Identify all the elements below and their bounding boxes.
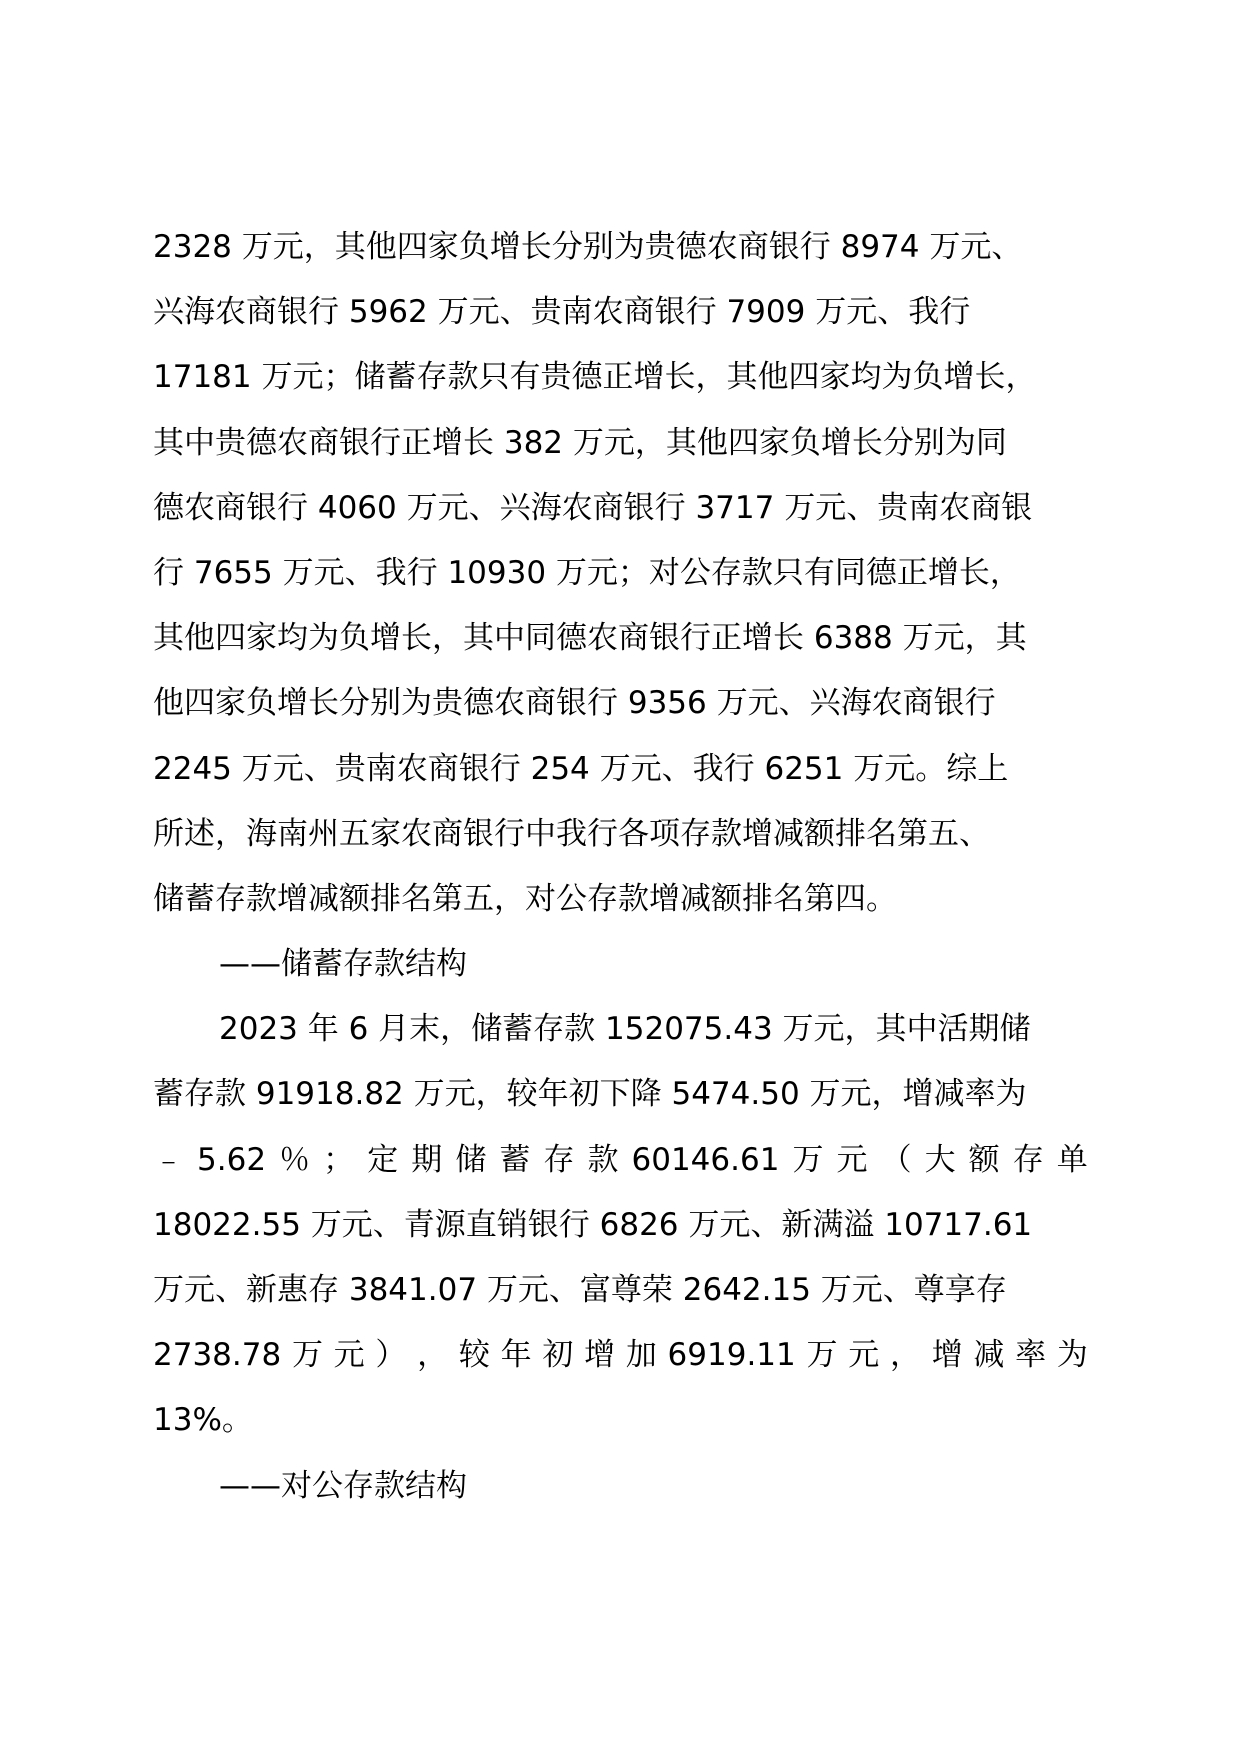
line-token: 元 xyxy=(333,1337,365,1374)
paragraph-line: 其中贵德农商银行正增长 382 万元，其他四家负增长分别为同 xyxy=(153,424,1007,461)
line-token: ， xyxy=(889,1337,921,1374)
line-token: 定 xyxy=(367,1141,399,1178)
paragraph-line: 所述，海南州五家农商银行中我行各项存款增减额排名第五、 xyxy=(153,815,990,852)
line-token: ％ xyxy=(279,1141,311,1178)
line-token: 存 xyxy=(1012,1141,1044,1178)
line-token: 期 xyxy=(411,1141,443,1178)
line-token: 较 xyxy=(458,1337,490,1374)
paragraph-line: 其他四家均为负增长，其中同德农商银行正增长 6388 万元，其 xyxy=(153,620,1027,657)
line-token: （ xyxy=(880,1141,912,1178)
paragraph-line: 兴海农商银行 5962 万元、贵南农商银行 7909 万元、我行 xyxy=(153,294,971,331)
line-token: 蓄 xyxy=(499,1141,531,1178)
line-token: 6919.11 xyxy=(667,1337,796,1374)
line-token: 初 xyxy=(542,1337,574,1374)
line-token: 额 xyxy=(968,1141,1000,1178)
paragraph-line: 他四家负增长分别为贵德农商银行 9356 万元、兴海农商银行 xyxy=(153,685,996,722)
line-token: 万 xyxy=(806,1337,838,1374)
paragraph-line: 2245 万元、贵南农商银行 254 万元、我行 6251 万元。综上 xyxy=(153,750,1009,787)
line-token: 单 xyxy=(1056,1141,1088,1178)
line-token: 减 xyxy=(973,1337,1005,1374)
paragraph-line: 万元、新惠存 3841.07 万元、富尊荣 2642.15 万元、尊享存 xyxy=(153,1272,1007,1308)
section-heading-corporate-structure: ——对公存款结构 xyxy=(219,1467,467,1504)
line-token: 万 xyxy=(792,1141,824,1178)
paragraph-line: 13%。 xyxy=(153,1402,253,1439)
paragraph-line: 蓄存款 91918.82 万元，较年初下降 5474.50 万元，增减率为 xyxy=(153,1076,1027,1113)
line-token: 2738.78 xyxy=(153,1337,282,1374)
line-token: 增 xyxy=(931,1337,963,1374)
line-token: 加 xyxy=(625,1337,657,1374)
line-token: 5.62 xyxy=(197,1141,267,1178)
line-token: 大 xyxy=(924,1141,956,1178)
paragraph-line-justified xyxy=(153,1323,1088,1388)
line-token: ， xyxy=(417,1337,449,1374)
paragraph-line: 2023 年 6 月末，储蓄存款 152075.43 万元，其中活期储 xyxy=(219,1011,1031,1048)
paragraph-line: 17181 万元；储蓄存款只有贵德正增长，其他四家均为负增长， xyxy=(153,359,1037,396)
line-token: 元 xyxy=(848,1337,880,1374)
paragraph-line: 18022.55 万元、青源直销银行 6826 万元、新满溢 10717.61 xyxy=(153,1206,1033,1243)
line-token: 元 xyxy=(836,1141,868,1178)
line-token: 储 xyxy=(455,1141,487,1178)
paragraph-line: 德农商银行 4060 万元、兴海农商银行 3717 万元、贵南农商银 xyxy=(153,489,1033,526)
line-token: ） xyxy=(375,1337,407,1374)
section-heading-savings-structure: ——储蓄存款结构 xyxy=(219,946,467,983)
line-token: ﹣ xyxy=(153,1141,184,1178)
document-body xyxy=(153,215,1088,1519)
paragraph-line: 储蓄存款增减额排名第五，对公存款增减额排名第四。 xyxy=(153,880,897,917)
paragraph-line: 行 7655 万元、我行 10930 万元；对公存款只有同德正增长， xyxy=(153,554,1021,591)
paragraph-line: 2328 万元，其他四家负增长分别为贵德农商银行 8974 万元、 xyxy=(153,229,1023,265)
line-token: ； xyxy=(323,1141,355,1178)
line-token: 万 xyxy=(291,1337,323,1374)
line-token: 为 xyxy=(1056,1337,1088,1374)
line-token: 率 xyxy=(1015,1337,1047,1374)
line-token: 款 xyxy=(587,1141,619,1178)
line-token: 年 xyxy=(500,1337,532,1374)
line-token: 60146.61 xyxy=(631,1141,780,1178)
line-token: 存 xyxy=(543,1141,575,1178)
paragraph-line-justified xyxy=(153,1128,1088,1193)
line-token: 增 xyxy=(584,1337,616,1374)
